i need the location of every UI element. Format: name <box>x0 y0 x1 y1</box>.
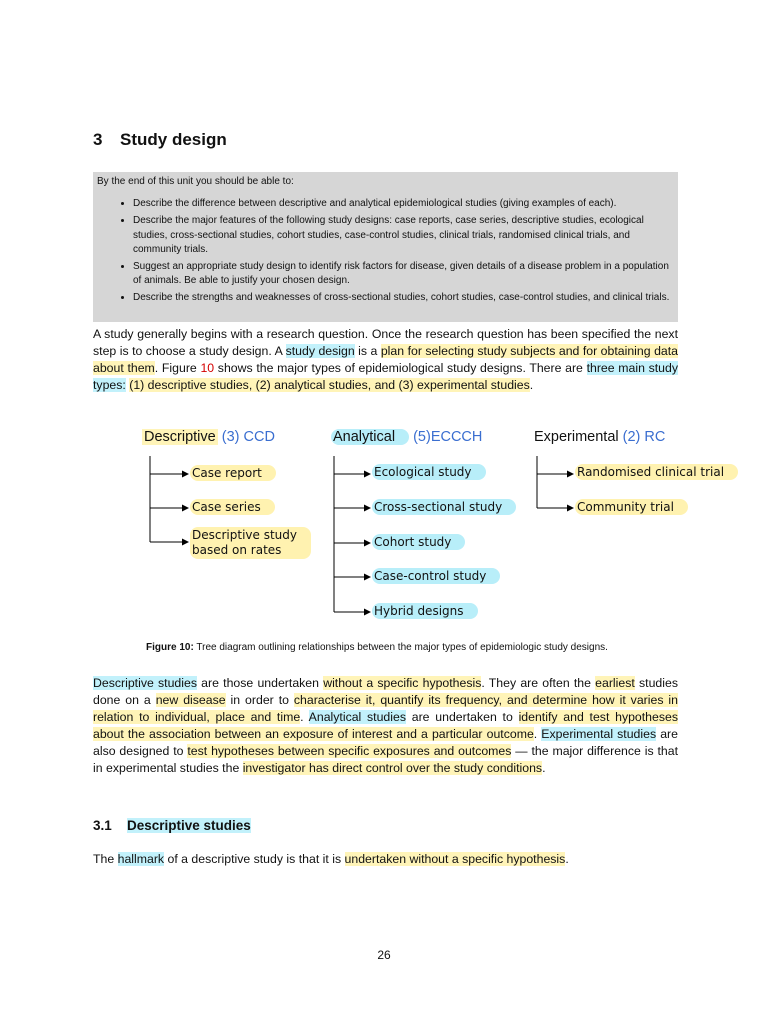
highlight-blue: Descriptive studies <box>93 676 197 690</box>
node-case-control-study: Case-control study <box>372 568 500 584</box>
text-run: are undertaken to <box>406 710 519 724</box>
text-run: are also designed to <box>93 727 678 758</box>
highlight-blue: Experimental studies <box>541 727 657 741</box>
text-run: . Figure <box>154 361 201 375</box>
node-ecological-study: Ecological study <box>372 464 486 480</box>
group-title: Experimental <box>534 429 619 445</box>
highlight-yellow: without a specific hypothesis <box>323 676 482 690</box>
highlight-yellow: investigator has direct control over the study conditions <box>242 761 543 775</box>
node-line: based on rates <box>192 543 282 557</box>
node-randomised-clinical-trial: Randomised clinical trial <box>575 464 738 480</box>
text-run: of a descriptive study is that it is <box>164 852 345 866</box>
text-run: . They are often the <box>481 676 596 690</box>
text-run: . <box>300 710 309 724</box>
subsection-heading <box>93 818 251 833</box>
section-title: Study design <box>120 130 227 149</box>
text-run: . <box>565 852 569 866</box>
text-run: is a <box>354 344 381 358</box>
text-run: shows the major types of epidemiological study designs. There are <box>214 361 587 375</box>
highlight-blue: hallmark <box>117 852 165 866</box>
objective-item: • Describe the strengths and weaknesses of cross-sectional studies, cohort studies, case-control studies, and clinical trials. <box>133 291 674 305</box>
highlight-yellow: test hypotheses between specific exposures and outcomes <box>187 744 512 758</box>
study-types-paragraph <box>93 675 678 777</box>
group-heading-analytical <box>331 429 482 445</box>
highlight-yellow: characterise it, quantify its frequency, and determine how it varies in relation to individual, place and time <box>93 693 678 724</box>
group-heading-experimental <box>534 429 665 445</box>
objective-item: • Suggest an appropriate study design to identify risk factors for disease, given details of a disease problem in a population of animals. Be able to justify your chosen design. <box>133 260 674 288</box>
highlight-yellow: identify and test hypotheses about the association between an exposure of interest and a particular outcome <box>93 710 678 741</box>
page-number: 26 <box>377 948 391 962</box>
highlight-yellow: undertaken without a specific hypothesis <box>344 852 566 866</box>
objective-item: • Describe the difference between descriptive and analytical epidemiological studies (giving examples of each). <box>133 197 674 211</box>
node-cross-sectional-study: Cross-sectional study <box>372 499 516 515</box>
node-line: Descriptive study <box>192 528 297 542</box>
text-run: — the major difference is that in experimental studies the <box>93 744 679 775</box>
subsection-title: Descriptive studies <box>127 818 251 833</box>
text-run: studies done on a <box>93 676 678 707</box>
text-run: . <box>529 378 534 392</box>
subsection-number: 3.1 <box>93 818 112 833</box>
figure-reference-link[interactable]: 10 <box>200 361 215 375</box>
highlight-yellow: (1) descriptive studies, (2) analytical studies, and (3) experimental studies <box>129 378 530 392</box>
text-run: . <box>533 727 542 741</box>
node-hybrid-designs: Hybrid designs <box>372 603 478 619</box>
highlight-blue: three main study types: <box>93 361 679 392</box>
hallmark-paragraph <box>93 851 678 868</box>
highlight-blue: study design <box>285 344 355 358</box>
handwritten-note: (3) CCD <box>221 429 275 445</box>
text-run: are those undertaken <box>196 676 324 690</box>
node-case-series: Case series <box>190 499 275 515</box>
highlight-yellow: earliest <box>595 676 635 690</box>
handwritten-note: (2) RC <box>622 429 666 445</box>
node-community-trial: Community trial <box>575 499 688 515</box>
node-case-report: Case report <box>190 465 276 481</box>
text-run: The <box>93 852 118 866</box>
handwritten-note: (5)ECCCH <box>413 429 483 445</box>
group-title: Descriptive <box>144 429 216 445</box>
text-run: A study generally begins with a research question. Once the research question has been specified the next step is to choose a study design. A <box>93 327 678 358</box>
node-descriptive-study-based-on-rates <box>190 527 311 559</box>
section-number: 3 <box>93 130 103 149</box>
caption-label: Figure 10: <box>146 642 194 653</box>
figure-caption <box>146 642 608 653</box>
highlight-yellow: plan for selecting study subjects and for obtaining data about them <box>93 344 678 375</box>
text-run: in order to <box>225 693 294 707</box>
text-run: . <box>542 761 546 775</box>
objectives-intro: By the end of this unit you should be able to: <box>97 176 294 187</box>
node-cohort-study: Cohort study <box>372 534 465 550</box>
highlight-blue: Analytical studies <box>308 710 406 724</box>
objective-item: • Describe the major features of the following study designs: case reports, case series, descriptive studies, ecological studies, cross-sectional studies, cohort studies, case-control studies, clinical trials, randomised clinical trials, and community trials. <box>133 214 674 257</box>
group-heading-descriptive <box>142 429 275 445</box>
caption-text: Tree diagram outlining relationships between the major types of epidemiologic study designs. <box>193 642 608 653</box>
highlight-yellow: new disease <box>155 693 226 707</box>
group-title: Analytical <box>331 429 409 445</box>
